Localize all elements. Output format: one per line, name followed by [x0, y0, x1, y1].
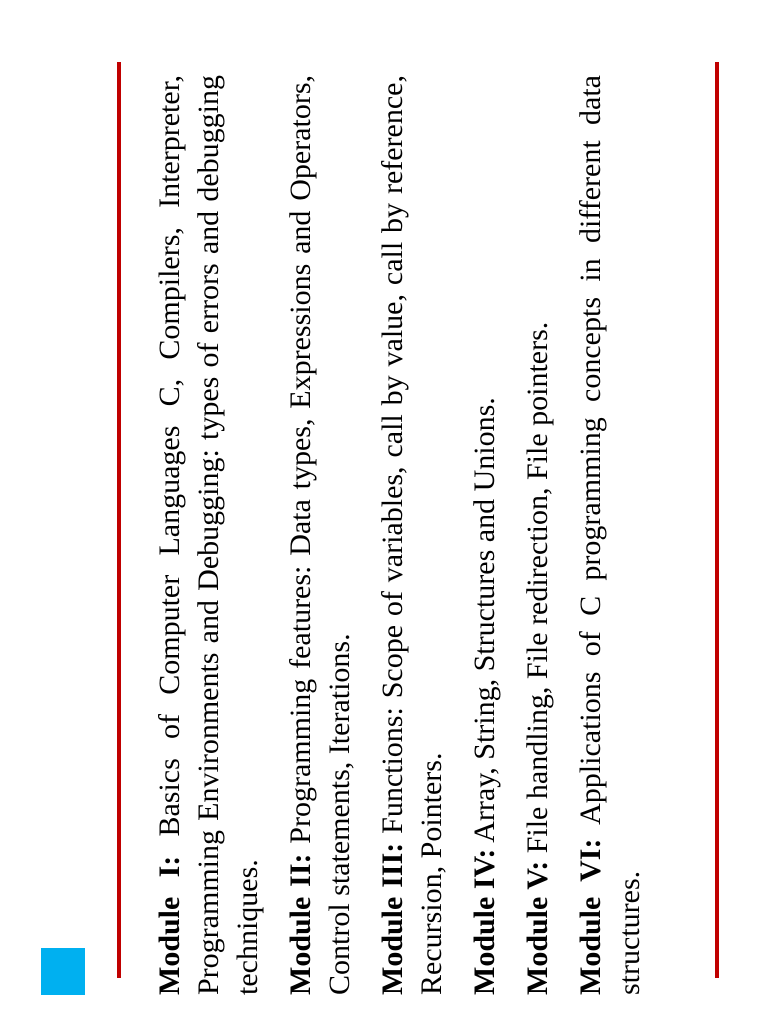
module-6-label: Module VI:: [574, 838, 607, 995]
module-5-label: Module V:: [521, 860, 554, 995]
module-1-label: Module I:: [153, 855, 186, 995]
module-4: [465, 75, 504, 995]
module-6-text: Applications of C programming concepts in different data structures.: [574, 75, 646, 995]
module-2-label: Module II:: [284, 853, 317, 995]
syllabus-content: [150, 75, 690, 995]
module-3: [373, 75, 451, 995]
module-2: [281, 75, 359, 995]
module-1: [150, 75, 267, 995]
module-4-text: Array, String, Structures and Unions.: [468, 397, 501, 849]
module-5-text: File handling, File redirection, File pointers.: [521, 321, 554, 861]
left-red-rule: [117, 62, 121, 978]
module-6: [571, 75, 649, 995]
module-5: [518, 75, 557, 995]
right-red-rule: [715, 62, 719, 978]
blue-accent-square: [41, 948, 85, 995]
module-1-text: Basics of Computer Languages C, Compilers, Interpreter, Programming Environments and Debugging: types of errors and debugging techniques.: [153, 75, 264, 995]
module-3-label: Module III:: [376, 842, 409, 995]
module-4-label: Module IV:: [468, 848, 501, 995]
module-3-text: Functions: Scope of variables, call by value, call by reference, Recursion, Pointers.: [376, 75, 448, 995]
module-2-text: Programming features: Data types, Expressions and Operators, Control statements, Iterations.: [284, 75, 356, 995]
